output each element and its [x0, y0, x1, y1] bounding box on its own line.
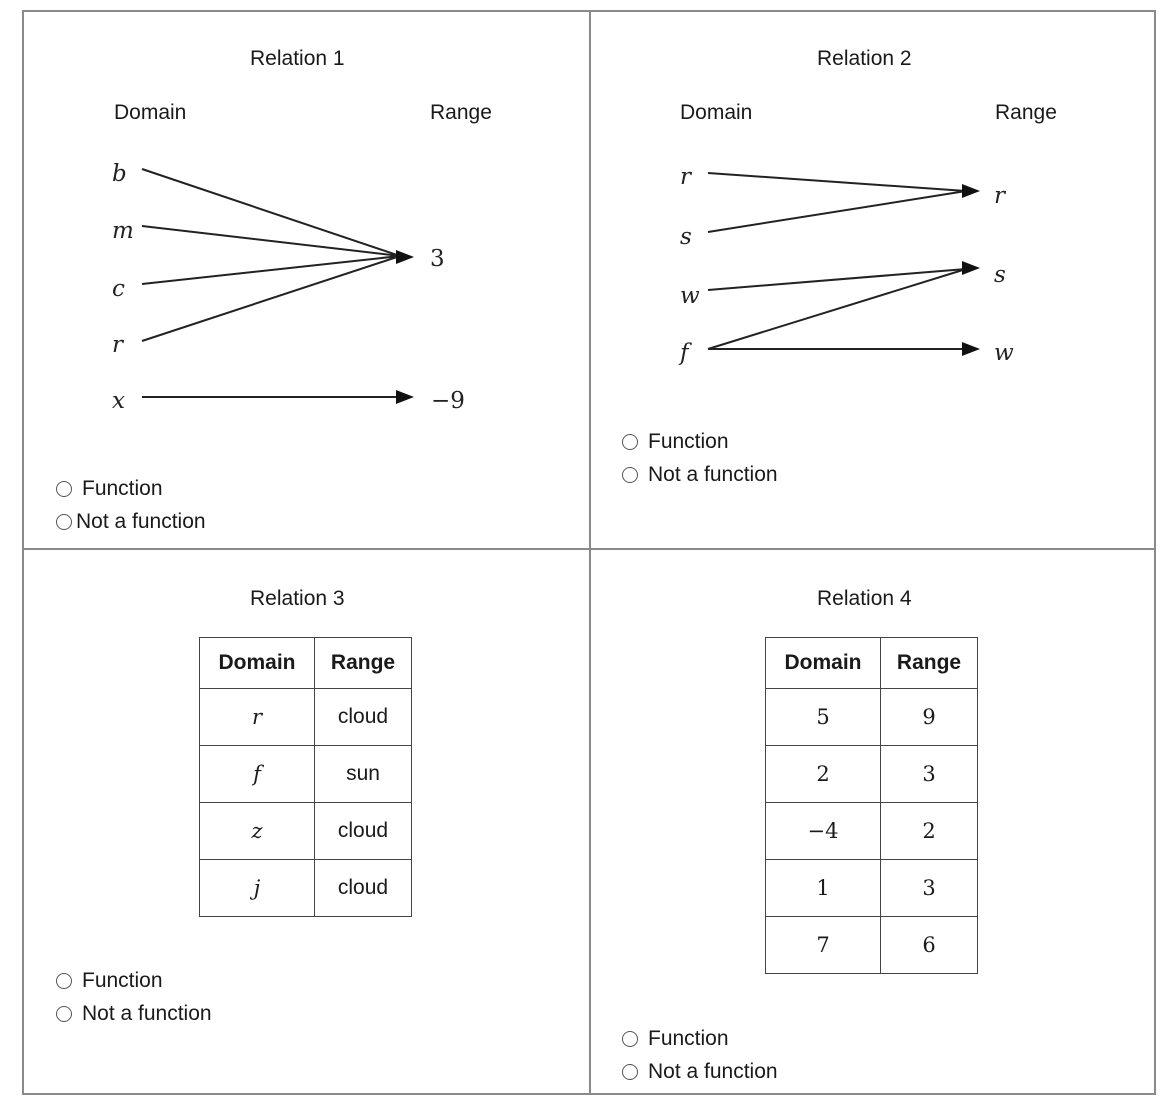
- relation-2-arrow-s-r: [708, 191, 966, 232]
- table-cell-range: sun: [315, 746, 412, 803]
- relation-1-title: Relation 1: [250, 47, 345, 70]
- table-row: [200, 746, 412, 803]
- relation-1-arrow-b: [142, 169, 400, 256]
- radio-button-icon[interactable]: [622, 467, 638, 483]
- table-cell-range: cloud: [315, 803, 412, 860]
- relation-1-domain-m: m: [112, 218, 134, 244]
- radio-button-icon[interactable]: [56, 514, 72, 530]
- relation-4-table: [765, 637, 978, 974]
- table-cell-domain: 1: [766, 860, 881, 917]
- relation-4-option-function[interactable]: [622, 1027, 729, 1051]
- relation-2-arrow-f-s: [708, 269, 966, 349]
- relation-3-option-not-function[interactable]: [56, 1002, 212, 1026]
- option-label: Not a function: [648, 1060, 778, 1083]
- relation-3-option-function[interactable]: [56, 969, 163, 993]
- relation-1-option-function[interactable]: [56, 477, 163, 501]
- table-cell-range: 2: [881, 803, 978, 860]
- radio-button-icon[interactable]: [622, 1031, 638, 1047]
- option-label: Function: [82, 969, 163, 992]
- table-cell-domain: 2: [766, 746, 881, 803]
- option-label: Function: [648, 430, 729, 453]
- relation-1-domain-header: Domain: [114, 101, 187, 124]
- table-row: [766, 803, 978, 860]
- relation-4-option-not-function[interactable]: [622, 1060, 778, 1084]
- relation-2-arrowhead-s: [962, 261, 980, 275]
- relation-2-domain-f: f: [680, 340, 689, 366]
- relation-1-domain-r: r: [112, 332, 123, 358]
- relation-1-domain-b: b: [112, 161, 127, 187]
- table-cell-range: 6: [881, 917, 978, 974]
- relation-2-range-header: Range: [995, 101, 1057, 124]
- relation-2-arrowhead-w: [962, 342, 980, 356]
- table-header-domain: Domain: [200, 638, 315, 689]
- table-row: [200, 860, 412, 917]
- table-header-range: Range: [881, 638, 978, 689]
- relation-1-domain-x: x: [112, 388, 125, 414]
- relation-2-range-r: r: [994, 183, 1005, 209]
- table-cell-domain: 5: [766, 689, 881, 746]
- relation-4-title: Relation 4: [817, 587, 912, 610]
- relation-2-arrow-r-r: [708, 173, 966, 191]
- radio-button-icon[interactable]: [622, 1064, 638, 1080]
- table-row: [766, 746, 978, 803]
- table-cell-domain: −4: [766, 803, 881, 860]
- relation-1-range-neg9: −9: [431, 388, 465, 414]
- radio-button-icon[interactable]: [56, 1006, 72, 1022]
- table-cell-range: 3: [881, 746, 978, 803]
- relation-1-range-header: Range: [430, 101, 492, 124]
- relation-2-arrow-w-s: [708, 269, 966, 290]
- table-cell-domain: z: [200, 803, 315, 860]
- relation-2-domain-w: w: [680, 283, 700, 309]
- table-cell-domain: 7: [766, 917, 881, 974]
- table-cell-range: cloud: [315, 860, 412, 917]
- option-label: Function: [648, 1027, 729, 1050]
- table-header-domain: Domain: [766, 638, 881, 689]
- relation-2-domain-header: Domain: [680, 101, 753, 124]
- relation-1-arrow-r: [142, 256, 400, 341]
- table-cell-domain: j: [200, 860, 315, 917]
- relation-2-domain-r: r: [680, 164, 691, 190]
- relation-1-arrowhead-3: [396, 250, 414, 264]
- option-label: Not a function: [82, 1002, 212, 1025]
- table-header-range: Range: [315, 638, 412, 689]
- option-label: Not a function: [648, 463, 778, 486]
- option-label: Not a function: [76, 510, 206, 533]
- relation-2-arrowhead-r: [962, 184, 980, 198]
- table-cell-range: cloud: [315, 689, 412, 746]
- radio-button-icon[interactable]: [622, 434, 638, 450]
- relation-2-domain-s: s: [680, 224, 692, 250]
- radio-button-icon[interactable]: [56, 973, 72, 989]
- relation-1-range-3: 3: [430, 246, 445, 272]
- relation-1-domain-c: c: [112, 276, 125, 302]
- relation-3-title: Relation 3: [250, 587, 345, 610]
- table-row: [766, 860, 978, 917]
- radio-button-icon[interactable]: [56, 481, 72, 497]
- table-cell-domain: f: [200, 746, 315, 803]
- relation-1-arrowhead-neg9: [396, 390, 414, 404]
- relation-2-option-function[interactable]: [622, 430, 729, 454]
- table-cell-domain: r: [200, 689, 315, 746]
- relation-2-range-s: s: [994, 262, 1006, 288]
- table-row: [200, 689, 412, 746]
- table-cell-range: 3: [881, 860, 978, 917]
- relation-3-table: [199, 637, 412, 917]
- table-row: [200, 803, 412, 860]
- table-row: [766, 917, 978, 974]
- relation-2-title: Relation 2: [817, 47, 912, 70]
- table-row: [766, 689, 978, 746]
- relation-2-range-w: w: [994, 340, 1014, 366]
- table-cell-range: 9: [881, 689, 978, 746]
- relation-1-arrow-c: [142, 256, 400, 284]
- relation-2-option-not-function[interactable]: [622, 463, 778, 487]
- option-label: Function: [82, 477, 163, 500]
- relation-1-option-not-function[interactable]: [56, 510, 206, 534]
- relation-1-arrow-m: [142, 226, 400, 256]
